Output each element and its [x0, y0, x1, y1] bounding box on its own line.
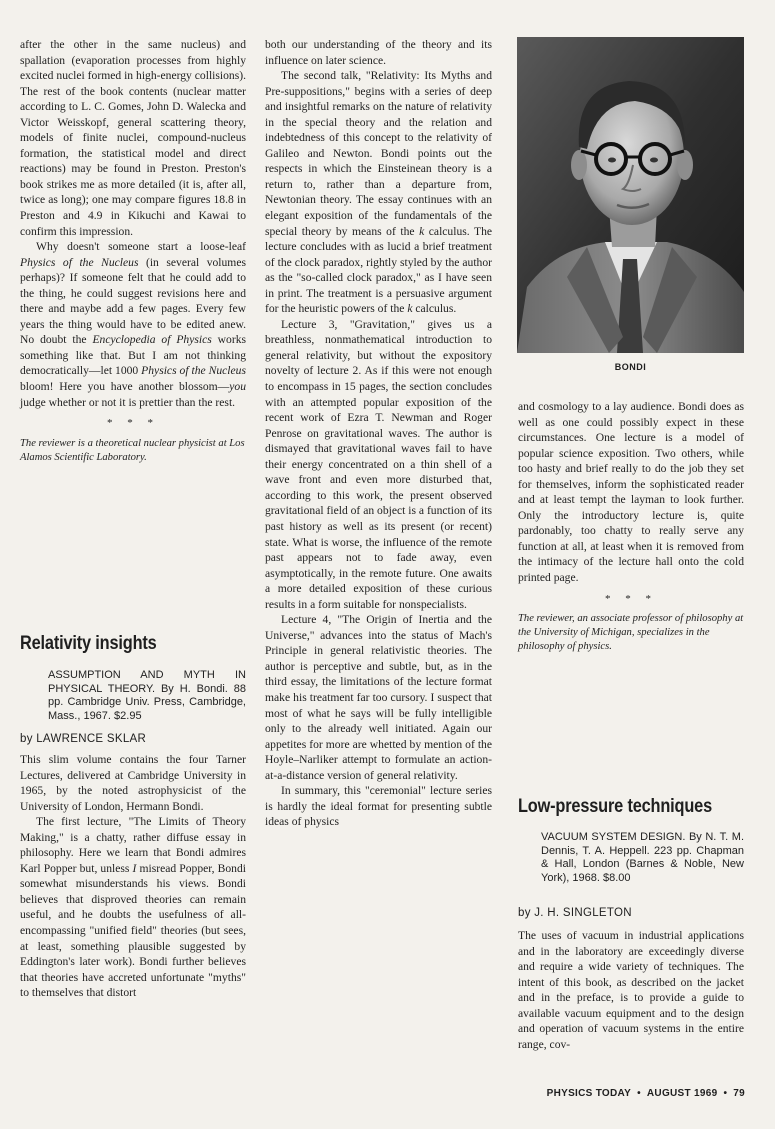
- review-byline: by LAWRENCE SKLAR: [20, 733, 147, 745]
- paragraph: In summary, this "ceremonial" lecture series is hardly the ideal format for presenting subtle ideas of physics: [265, 784, 492, 829]
- paragraph: This slim volume contains the four Tarner Lectures, delivered at Cambridge University in 1965, by the noted astrophysicist of the University of London, Hermann Bondi.: [20, 753, 246, 813]
- portrait-photo: [517, 37, 744, 353]
- reviewer-note: The reviewer, an associate professor of philosophy at the University of Michigan, specializes in the philosophy of physics.: [518, 613, 744, 653]
- page-number: 79: [733, 1088, 745, 1099]
- paragraph: and cosmology to a lay audience. Bondi does as well as one could possibly expect in these circumstances. One lecture is a model of popular science exposition. Two others, while too hasty and brief really to do the job they set for themselves, inform the sophisticated reader and at least tempt the layman to look further. Only the introductory lecture is, quite pardonably, too chatty to really serve any function at all, at least when it is removed from the intimacy of the lecture hall onto the cold printed page.: [518, 400, 744, 585]
- paragraph: Why doesn't someone start a loose-leaf Physics of the Nucleus (in several volumes perhaps)? If someone felt that he could add to the thing, he could suggest revisions here and there and maybe add a few pages. Every few years the thing would have to be edited anew. No doubt the Encyclopedia of Physics works something like that. But I am not thinking democratically—let 1000 Physics of the Nucleus bloom! Here you have another blossom—you judge whether or not it is prettier than the rest.: [20, 240, 247, 409]
- column-1: [20, 37, 246, 465]
- page-footer: [470, 1088, 745, 1099]
- journal-name: PHYSICS TODAY: [546, 1088, 632, 1099]
- separator-dot: •: [723, 1088, 728, 1099]
- paragraph: The second talk, "Relativity: Its Myths and Pre-suppositions," begins with a series of deep and insightful remarks on the nature of relativity in the special theory and the relation and indebtedness of this concept to the relativity of Galileo and Newton. Bondi points out the respects in which the Einsteinean theory is a return to, rather than a departure from, Newtonian theory. The essay continues with an elegant exposition of the fundamentals of the special theory by means of the k calculus. The lecture concludes with as lucid a brief treatment of the clock paradox, rightly styled by the author as the "so-called clock paradox," as I have seen in print. The treatment is a persuasive argument for the heuristic powers of the k calculus.: [265, 69, 493, 316]
- column-3: [518, 399, 744, 654]
- book-citation: ASSUMPTION AND MYTH IN PHYSICAL THEORY. By H. Bondi. 88 pp. Cambridge Univ. Press, Cambridge, Mass., 1967. $2.95: [48, 669, 246, 722]
- paragraph: after the other in the same nucleus) and spallation (evaporation processes from highly excited nuclei formed in high-energy collisions). The rest of the book contents (nuclear matter according to L. C. Gomes, John D. Walecka and Victor Weisskopf, general scattering theory, models of finite nuclei, compound-nucleus formation, the statistical model and direct reactions) may be found in Preston. Preston's book strikes me as more detailed (it is, after all, twice as long); one may compare figures 18.8 in Preston and 4.9 in Kikuchi and Kawai to confirm this impression.: [20, 38, 246, 238]
- section-divider: * * *: [107, 417, 159, 430]
- section-divider: * * *: [605, 592, 657, 605]
- book-citation: VACUUM SYSTEM DESIGN. By N. T. M. Dennis, T. A. Heppell. 223 pp. Chapman & Hall, London (Barnes & Noble, New York), 1968. $8.00: [541, 831, 744, 884]
- separator-dot: •: [637, 1088, 641, 1099]
- review-body-1: [20, 752, 246, 1001]
- review-byline: by J. H. SINGLETON: [518, 907, 632, 919]
- paragraph: Lecture 4, "The Origin of Inertia and the Universe," advances into the status of Mach's Principle in general relativistic theories. The author is perceptive and subtle, but, as in the third essay, the limitations of the lecture format make his treatment far too cursory. I suspect that most of what he says will be fully intelligible only to the already well initiated. Again our appetites for more are whetted by mention of the Hoyle–Narliker attempt to formulate an action-at-a-distance version of general relativity.: [265, 613, 492, 782]
- review-body-2: [518, 928, 744, 1052]
- paragraph: Lecture 3, "Gravitation," gives us a breathless, nonmathematical introduction to general relativity, but without the expository novelty of lecture 2. As if this were not enough to encompass in 15 pages, the section concludes with an attempted popular exposition of the recent work of Ezra T. Newman and Roger Penrose on gravitational waves. The author is dismayed that gravitational waves fail to have their energy concentrated on a thin shell of a wave front and even more disturbed that, according to this work, the present observed gravitational field of an object is a function of its past history as well as its present (or recent) state. What is worse, the influence of the remote past appears not to fade away, even asymptotically, in the remote future. One awaits a more detailed exposition of these curious results in a form suitable for nonspecialists.: [265, 317, 492, 611]
- column-2: [265, 37, 492, 830]
- reviewer-note: The reviewer is a theoretical nuclear physicist at Los Alamos Scientific Laboratory.: [20, 437, 245, 463]
- portrait-illustration: [517, 37, 744, 353]
- issue-date: AUGUST 1969: [646, 1088, 718, 1099]
- photo-caption: BONDI: [614, 362, 647, 372]
- paragraph: both our understanding of the theory and its influence on later science.: [265, 38, 492, 67]
- paragraph: The first lecture, "The Limits of Theory Making," is a chatty, rather diffuse essay in philosophy. Here we learn that Bondi admires Karl Popper but, unless I misread Popper, Bondi somewhat misunderstands his views. Bondi believes that disproved theories can remain useful, and he doubts the usefulness of all-encompassing "unified field" theories (but sees, at least, something plausible suggested by Eddington's later work). Bondi further believes that theories have accreted unfortunate "myths" to themselves that distort: [20, 815, 246, 1000]
- review-heading: Low-pressure techniques: [518, 796, 712, 817]
- review-heading: Relativity insights: [20, 633, 157, 654]
- paragraph: The uses of vacuum in industrial applications and in the laboratory are exceedingly diverse and require a wide variety of techniques. The intent of this book, as described on the jacket and in the preface, is to provide a guide to available vacuum equipment and to the design and operation of vacuum systems in the entire range, cov-: [518, 929, 744, 1051]
